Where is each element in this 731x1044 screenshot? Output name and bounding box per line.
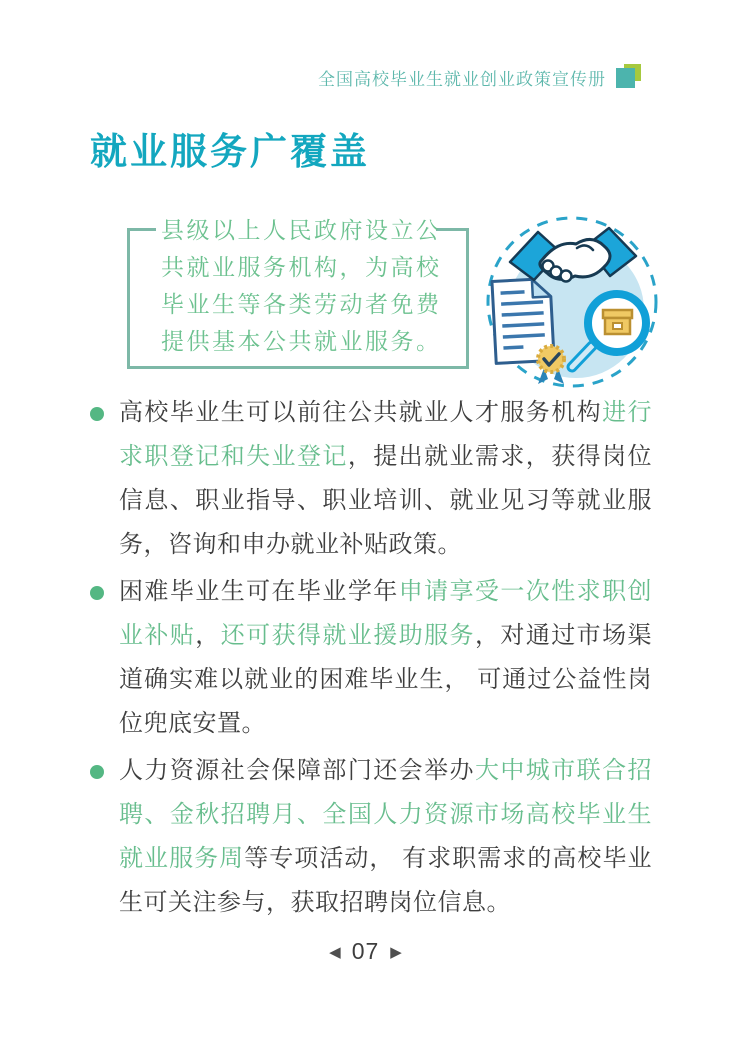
page-footer <box>0 938 731 965</box>
bullet-dot-icon <box>90 407 104 421</box>
page-header <box>318 64 641 90</box>
bullet-text: 困难毕业生可在毕业学年申请享受一次性求职创业补贴，还可获得就业援助服务，对通过市场渠道确实难以就业的困难毕业生， 可通过公益性岗位兜底安置。 <box>119 578 653 737</box>
bullet-dot-icon <box>90 765 104 779</box>
booklet-icon-front-square <box>616 68 635 88</box>
bullet-dot-icon <box>90 586 104 600</box>
bullet-text: 高校毕业生可以前往公共就业人才服务机构进行求职登记和失业登记，提出就业需求，获得岗位信息、职业指导、职业培训、就业见习等就业服务，咨询和申办就业补贴政策。 <box>119 399 653 558</box>
bullet-text: 人力资源社会保障部门还会举办大中城市联合招聘、金秋招聘月、全国人力资源市场高校毕业生就业服务周等专项活动， 有求职需求的高校毕业生可关注参与，获取招聘岗位信息。 <box>119 757 653 916</box>
page-number: 07 <box>351 938 380 964</box>
booklet-title: 全国高校毕业生就业创业政策宣传册 <box>318 69 606 89</box>
booklet-icon <box>615 64 641 90</box>
page-title: 就业服务广覆盖 <box>90 131 370 172</box>
policy-quote-text: 县级以上人民政府设立公共就业服务机构，为高校毕业生等各类劳动者免费提供基本公共就业服务。 <box>161 217 442 354</box>
list-item <box>90 570 652 746</box>
illustration-svg <box>482 210 664 392</box>
employment-services-illustration <box>482 210 664 392</box>
policy-quote-box <box>127 217 469 369</box>
award-seal-icon <box>538 346 564 384</box>
bullet-list <box>90 391 652 928</box>
list-item <box>90 391 652 567</box>
next-page-icon[interactable]: ▶ <box>390 943 402 961</box>
prev-page-icon[interactable]: ◀ <box>329 943 341 961</box>
list-item <box>90 749 652 925</box>
